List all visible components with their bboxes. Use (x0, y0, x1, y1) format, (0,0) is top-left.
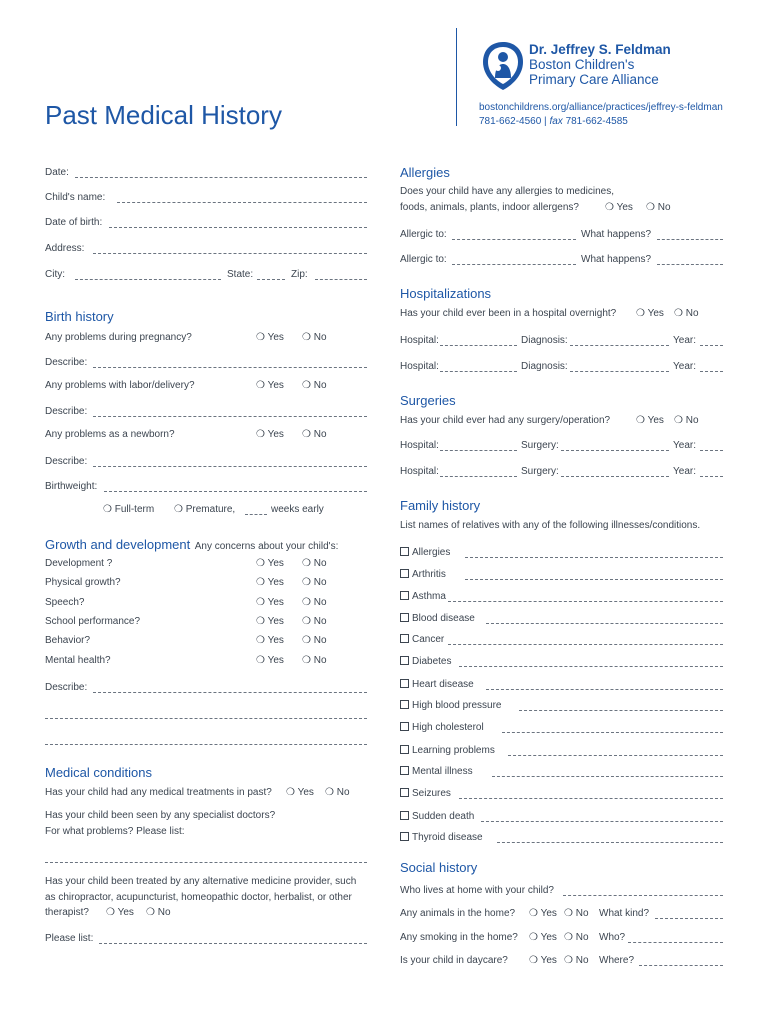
pregnancy-question: Any problems during pregnancy? (45, 332, 192, 343)
brand-doctor: Dr. Jeffrey S. Feldman (529, 42, 671, 57)
hospital-field-2[interactable] (440, 371, 517, 372)
newborn-describe-field[interactable] (93, 466, 367, 467)
who-lives-question: Who lives at home with your child? (400, 885, 554, 896)
allergic-to-label-1: Allergic to: (400, 229, 447, 240)
hospital-question: Has your child ever been in a hospital overnight? (400, 308, 617, 319)
family-item-label: High blood pressure (412, 700, 502, 711)
growth-subheading: Any concerns about your child's: (194, 541, 339, 552)
page-title: Past Medical History (45, 100, 282, 130)
specialist-question: Has your child been seen by any specialist doctors? (45, 810, 276, 821)
full-term-checkbox[interactable]: ❍ Full-term (103, 504, 155, 515)
hospital-label-1: Hospital: (400, 335, 439, 346)
what-happens-field-1[interactable] (657, 239, 723, 240)
alt-medicine-yes[interactable]: ❍ Yes (106, 907, 134, 918)
dob-field[interactable] (109, 227, 367, 228)
physical-no[interactable]: ❍ No (302, 577, 327, 588)
alt-medicine-question-2: as chiropractor, acupuncturist, homeopathic doctor, herbalist, or other (45, 892, 352, 903)
medical-conditions-heading: Medical conditions (45, 765, 152, 780)
year-field-2[interactable] (700, 371, 723, 372)
family-item-field[interactable] (459, 666, 723, 667)
family-item-field[interactable] (486, 623, 723, 624)
diagnosis-field-1[interactable] (570, 345, 669, 346)
school-no[interactable]: ❍ No (302, 616, 327, 627)
what-happens-field-2[interactable] (657, 264, 723, 265)
newborn-no[interactable]: ❍ No (302, 429, 327, 440)
newborn-question: Any problems as a newborn? (45, 429, 175, 440)
pregnancy-describe-label: Describe: (45, 357, 88, 368)
weeks-early-field[interactable] (245, 514, 267, 515)
family-item-field[interactable] (465, 579, 723, 580)
hospitalizations-heading: Hospitalizations (400, 286, 492, 301)
family-item-field[interactable] (448, 644, 723, 645)
brand-hospital: Boston Children's (529, 57, 635, 72)
daycare-no[interactable]: ❍ No (564, 955, 589, 966)
birth-history-heading: Birth history (45, 309, 114, 324)
checkbox-icon[interactable] (400, 700, 409, 709)
animals-question: Any animals in the home? (400, 908, 516, 919)
labor-describe-field[interactable] (93, 416, 367, 417)
family-item-field[interactable] (486, 689, 723, 690)
checkbox-icon[interactable] (400, 788, 409, 797)
family-item-field[interactable] (481, 821, 723, 822)
behavior-yes[interactable]: ❍ Yes (256, 635, 284, 646)
family-item-field[interactable] (497, 842, 723, 843)
family-item-label: Learning problems (412, 745, 495, 756)
brand-name (529, 42, 671, 87)
growth-item-school: School performance? (45, 616, 141, 627)
family-item-label: High cholesterol (412, 722, 484, 733)
city-field[interactable] (75, 279, 221, 280)
labor-question: Any problems with labor/delivery? (45, 380, 195, 391)
checkbox-icon[interactable] (400, 832, 409, 841)
family-item-thyroid-disease[interactable] (400, 832, 483, 843)
newborn-yes[interactable]: ❍ Yes (256, 429, 284, 440)
problems-list-field[interactable] (45, 862, 367, 863)
what-kind-field[interactable] (655, 918, 723, 919)
family-item-mental-illness[interactable] (400, 766, 473, 777)
growth-heading-row (45, 536, 338, 554)
brand-alliance: Primary Care Alliance (529, 72, 659, 87)
where-label: Where? (599, 955, 635, 966)
growth-heading: Growth and development (45, 537, 191, 552)
checkbox-icon[interactable] (400, 811, 409, 820)
family-item-label: Arthritis (412, 569, 446, 580)
surgery-no[interactable]: ❍ No (674, 415, 699, 426)
premature-checkbox[interactable]: ❍ Premature, (174, 504, 236, 515)
hospital-label-2: Hospital: (400, 361, 439, 372)
family-history-heading: Family history (400, 498, 481, 513)
family-item-label: Diabetes (412, 656, 452, 667)
checkbox-icon[interactable] (400, 634, 409, 643)
family-item-label: Allergies (412, 547, 451, 558)
birthweight-label: Birthweight: (45, 481, 98, 492)
allergy-question-1: Does your child have any allergies to medicines, (400, 186, 614, 197)
surgeries-heading: Surgeries (400, 393, 456, 408)
what-happens-label-2: What happens? (581, 254, 652, 265)
diagnosis-label-2: Diagnosis: (521, 361, 568, 372)
newborn-describe-label: Describe: (45, 456, 88, 467)
family-item-allergies[interactable] (400, 547, 450, 558)
family-item-field[interactable] (519, 710, 723, 711)
growth-item-physical: Physical growth? (45, 577, 121, 588)
city-label: City: (45, 269, 65, 280)
treatments-no[interactable]: ❍ No (325, 787, 350, 798)
alt-medicine-question-3: therapist? (45, 907, 89, 918)
daycare-yes[interactable]: ❍ Yes (529, 955, 557, 966)
family-history-instructions: List names of relatives with any of the following illnesses/conditions. (400, 520, 701, 531)
family-item-asthma[interactable] (400, 591, 446, 602)
animals-no[interactable]: ❍ No (564, 908, 589, 919)
family-item-sudden-death[interactable] (400, 811, 474, 822)
fax: 781-662-4585 (565, 116, 628, 127)
smoking-yes[interactable]: ❍ Yes (529, 932, 557, 943)
surgery-hospital-label-1: Hospital: (400, 440, 439, 451)
who-field[interactable] (628, 942, 723, 943)
family-item-blood-disease[interactable] (400, 613, 475, 624)
mental-yes[interactable]: ❍ Yes (256, 655, 284, 666)
state-field[interactable] (257, 279, 285, 280)
family-item-label: Cancer (412, 634, 445, 645)
checkbox-icon[interactable] (400, 656, 409, 665)
address-label: Address: (45, 243, 85, 254)
family-item-learning-problems[interactable] (400, 745, 495, 756)
allergic-to-field-1[interactable] (452, 239, 576, 240)
daycare-question: Is your child in daycare? (400, 955, 508, 966)
treatments-question: Has your child had any medical treatments in past? (45, 787, 272, 798)
surgery-year-field-1[interactable] (700, 450, 723, 451)
family-item-heart-disease[interactable] (400, 679, 474, 690)
smoking-question: Any smoking in the home? (400, 932, 518, 943)
family-item-arthritis[interactable] (400, 569, 446, 580)
where-field[interactable] (639, 965, 723, 966)
checkbox-icon[interactable] (400, 569, 409, 578)
address-field[interactable] (93, 253, 367, 254)
pregnancy-describe-field[interactable] (93, 367, 367, 368)
growth-describe-label: Describe: (45, 682, 88, 693)
diagnosis-field-2[interactable] (570, 371, 669, 372)
hospital-no[interactable]: ❍ No (674, 308, 699, 319)
who-lives-field[interactable] (563, 895, 723, 896)
surgery-year-field-2[interactable] (700, 476, 723, 477)
surgery-label-2: Surgery: (521, 466, 559, 477)
family-item-field[interactable] (508, 755, 723, 756)
family-item-label: Heart disease (412, 679, 474, 690)
speech-no[interactable]: ❍ No (302, 597, 327, 608)
child-name-label: Child's name: (45, 192, 106, 203)
surgery-question: Has your child ever had any surgery/operation? (400, 415, 611, 426)
please-list-label: Please list: (45, 933, 94, 944)
header-divider (456, 28, 457, 126)
surgery-hospital-label-2: Hospital: (400, 466, 439, 477)
family-item-field[interactable] (492, 776, 723, 777)
fax-label: fax (549, 116, 563, 127)
surgery-label-1: Surgery: (521, 440, 559, 451)
pregnancy-no[interactable]: ❍ No (302, 332, 327, 343)
family-item-label: Blood disease (412, 613, 475, 624)
hospital-yes[interactable]: ❍ Yes (636, 308, 664, 319)
growth-item-speech: Speech? (45, 597, 85, 608)
physical-yes[interactable]: ❍ Yes (256, 577, 284, 588)
allergic-to-field-2[interactable] (452, 264, 576, 265)
smoking-no[interactable]: ❍ No (564, 932, 589, 943)
checkbox-icon[interactable] (400, 722, 409, 731)
allergy-question-2: foods, animals, plants, indoor allergens? (400, 202, 579, 213)
dob-label: Date of birth: (45, 217, 103, 228)
family-item-field[interactable] (448, 601, 723, 602)
checkbox-icon[interactable] (400, 745, 409, 754)
family-item-seizures[interactable] (400, 788, 451, 799)
development-yes[interactable]: ❍ Yes (256, 558, 284, 569)
surgery-year-label-2: Year: (673, 466, 696, 477)
surgery-field-2[interactable] (561, 476, 669, 477)
zip-label: Zip: (291, 269, 308, 280)
family-item-cancer[interactable] (400, 634, 444, 645)
please-list-field[interactable] (99, 943, 367, 944)
year-label-1: Year: (673, 335, 696, 346)
behavior-no[interactable]: ❍ No (302, 635, 327, 646)
family-item-high-cholesterol[interactable] (400, 722, 484, 733)
checkbox-icon[interactable] (400, 613, 409, 622)
surgery-yes[interactable]: ❍ Yes (636, 415, 664, 426)
pregnancy-yes[interactable]: ❍ Yes (256, 332, 284, 343)
social-history-heading: Social history (400, 860, 478, 875)
family-item-field[interactable] (465, 557, 723, 558)
boston-childrens-logo-icon (481, 40, 525, 92)
growth-describe-field-2[interactable] (45, 718, 367, 719)
allergic-to-label-2: Allergic to: (400, 254, 447, 265)
who-label: Who? (599, 932, 626, 943)
checkbox-icon[interactable] (400, 766, 409, 775)
school-yes[interactable]: ❍ Yes (256, 616, 284, 627)
allergy-no[interactable]: ❍ No (646, 202, 671, 213)
family-item-label: Asthma (412, 591, 446, 602)
checkbox-icon[interactable] (400, 591, 409, 600)
animals-yes[interactable]: ❍ Yes (529, 908, 557, 919)
family-item-label: Mental illness (412, 766, 473, 777)
speech-yes[interactable]: ❍ Yes (256, 597, 284, 608)
growth-describe-field-3[interactable] (45, 744, 367, 745)
date-label: Date: (45, 167, 69, 178)
allergies-heading: Allergies (400, 165, 450, 180)
year-field-1[interactable] (700, 345, 723, 346)
growth-describe-field-1[interactable] (93, 692, 367, 693)
surgery-hospital-field-1[interactable] (440, 450, 517, 451)
checkbox-icon[interactable] (400, 679, 409, 688)
mental-no[interactable]: ❍ No (302, 655, 327, 666)
surgery-field-1[interactable] (561, 450, 669, 451)
family-item-field[interactable] (459, 798, 723, 799)
hospital-field-1[interactable] (440, 345, 517, 346)
problems-question: For what problems? Please list: (45, 826, 185, 837)
contact-info (479, 101, 723, 129)
surgery-year-label-1: Year: (673, 440, 696, 451)
development-no[interactable]: ❍ No (302, 558, 327, 569)
year-label-2: Year: (673, 361, 696, 372)
date-field[interactable] (75, 177, 367, 178)
alt-medicine-question-1: Has your child been treated by any alternative medicine provider, such (45, 876, 357, 887)
state-label: State: (227, 269, 254, 280)
family-item-label: Sudden death (412, 811, 475, 822)
alt-medicine-no[interactable]: ❍ No (146, 907, 171, 918)
zip-field[interactable] (315, 279, 367, 280)
treatments-yes[interactable]: ❍ Yes (286, 787, 314, 798)
weeks-early-label: weeks early (271, 504, 324, 515)
what-kind-label: What kind? (599, 908, 650, 919)
child-name-field[interactable] (117, 202, 367, 203)
family-item-high-blood-pressure[interactable] (400, 700, 502, 711)
labor-describe-label: Describe: (45, 406, 88, 417)
surgery-hospital-field-2[interactable] (440, 476, 517, 477)
birthweight-field[interactable] (104, 491, 367, 492)
family-item-label: Seizures (412, 788, 451, 799)
phone: 781-662-4560 | (479, 116, 547, 127)
family-item-diabetes[interactable] (400, 656, 451, 667)
growth-item-behavior: Behavior? (45, 635, 91, 646)
diagnosis-label-1: Diagnosis: (521, 335, 568, 346)
family-item-label: Thyroid disease (412, 832, 483, 843)
website-link[interactable]: bostonchildrens.org/alliance/practices/jeffrey-s-feldman (479, 102, 723, 113)
family-item-field[interactable] (502, 732, 723, 733)
phone-line (479, 115, 723, 129)
labor-yes[interactable]: ❍ Yes (256, 380, 284, 391)
growth-item-development: Development ? (45, 558, 113, 569)
checkbox-icon[interactable] (400, 547, 409, 556)
labor-no[interactable]: ❍ No (302, 380, 327, 391)
growth-item-mental: Mental health? (45, 655, 111, 666)
what-happens-label-1: What happens? (581, 229, 652, 240)
allergy-yes[interactable]: ❍ Yes (605, 202, 633, 213)
